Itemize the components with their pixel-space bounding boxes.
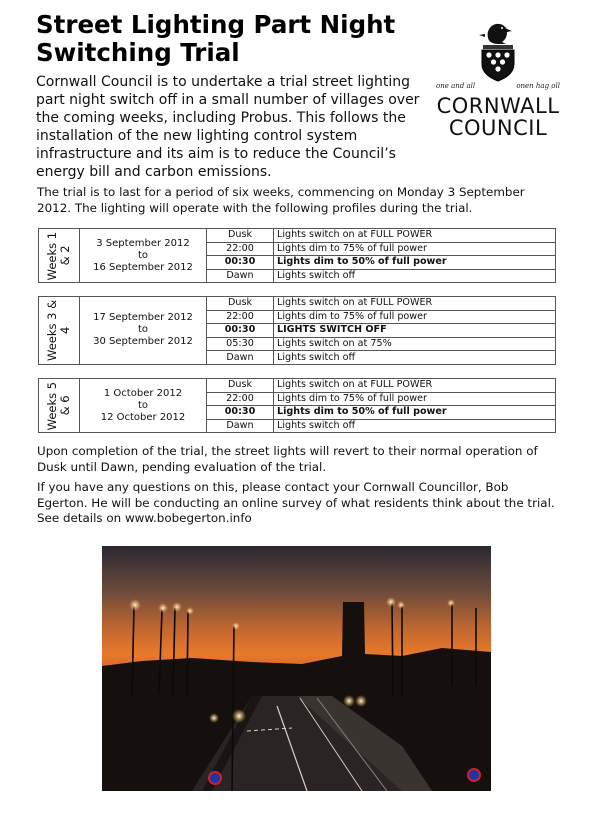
action-cell: Lights dim to 75% of full power <box>274 392 556 406</box>
street-lights-at-dusk-photo <box>102 546 491 791</box>
time-cell: Dusk <box>207 379 274 393</box>
time-cell: 00:30 <box>207 406 274 420</box>
street-lights-photo <box>102 546 491 791</box>
time-cell: 05:30 <box>207 337 274 351</box>
action-cell: Lights switch on at FULL POWER <box>274 297 556 311</box>
weeks-label-cell <box>39 229 80 283</box>
action-cell: Lights dim to 75% of full power <box>274 310 556 324</box>
motto-left: one and all <box>436 82 476 90</box>
action-cell: Lights switch on at FULL POWER <box>274 229 556 243</box>
schedule-table-weeks-5-6 <box>38 378 556 433</box>
time-cell: Dawn <box>207 269 274 283</box>
table-row <box>39 229 556 243</box>
time-cell: 22:00 <box>207 310 274 324</box>
time-cell: Dusk <box>207 297 274 311</box>
end-date: 30 September 2012 <box>93 336 193 348</box>
time-cell: 00:30 <box>207 324 274 338</box>
action-cell: Lights switch off <box>274 351 556 365</box>
action-cell: LIGHTS SWITCH OFF <box>274 324 556 338</box>
cornwall-council-logo <box>432 20 564 145</box>
date-range-cell <box>80 229 207 283</box>
date-to: to <box>137 324 149 336</box>
action-cell: Lights switch off <box>274 419 556 433</box>
weeks-label-cell <box>39 379 80 433</box>
coat-of-arms-icon <box>476 20 520 82</box>
end-date: 16 September 2012 <box>93 261 193 273</box>
action-cell: Lights switch on at FULL POWER <box>274 379 556 393</box>
start-date: 3 September 2012 <box>96 237 190 249</box>
page-title: Street Lighting Part Night Switching Trial <box>36 10 396 67</box>
weeks-label: Weeks 5 & 6 <box>45 381 72 430</box>
date-range-cell <box>80 379 207 433</box>
completion-paragraph: Upon completion of the trial, the street lights will revert to their normal operation of Dusk until Dawn, pending evaluation of the trial. <box>37 444 538 474</box>
date-to: to <box>137 399 149 411</box>
weeks-label: Weeks 3 & 4 <box>45 299 72 362</box>
contact-paragraph: If you have any questions on this, please contact your Cornwall Councillor, Bob Egerton. He will be conducting an online survey of what residents think about the trial. See details on www.bobegerton.info <box>37 480 555 525</box>
time-cell: Dawn <box>207 351 274 365</box>
time-cell: 22:00 <box>207 242 274 256</box>
start-date: 1 October 2012 <box>103 387 183 399</box>
logo-motto <box>436 82 560 90</box>
schedule-table-weeks-1-2 <box>38 228 556 283</box>
logo-word-council: COUNCIL <box>448 116 548 140</box>
action-cell: Lights dim to 50% of full power <box>274 256 556 270</box>
time-cell: Dusk <box>207 229 274 243</box>
weeks-label: Weeks 1 & 2 <box>45 231 72 280</box>
logo-word-cornwall: CORNWALL <box>436 94 560 118</box>
action-cell: Lights dim to 50% of full power <box>274 406 556 420</box>
time-cell: 22:00 <box>207 392 274 406</box>
action-cell: Lights switch off <box>274 269 556 283</box>
time-cell: Dawn <box>207 419 274 433</box>
table-row <box>39 297 556 311</box>
date-to: to <box>137 249 149 261</box>
trial-intro-paragraph: The trial is to last for a period of six weeks, commencing on Monday 3 September 2012. The lighting will operate with the following profiles during the trial. <box>37 185 525 215</box>
date-range-cell <box>80 297 207 365</box>
schedule-table-weeks-3-4 <box>38 296 556 365</box>
weeks-label-cell <box>39 297 80 365</box>
motto-right: onen hag oll <box>516 82 560 90</box>
start-date: 17 September 2012 <box>93 312 193 324</box>
end-date: 12 October 2012 <box>100 411 186 423</box>
intro-paragraph: Cornwall Council is to undertake a trial street lighting part night switch off in a small number of villages over the coming weeks, including Probus. This follows the installation of the new lighting control system infrastructure and its aim is to reduce the Council’s energy bill and carbon emissions. <box>36 74 420 180</box>
action-cell: Lights dim to 75% of full power <box>274 242 556 256</box>
table-row <box>39 379 556 393</box>
time-cell: 00:30 <box>207 256 274 270</box>
action-cell: Lights switch on at 75% <box>274 337 556 351</box>
